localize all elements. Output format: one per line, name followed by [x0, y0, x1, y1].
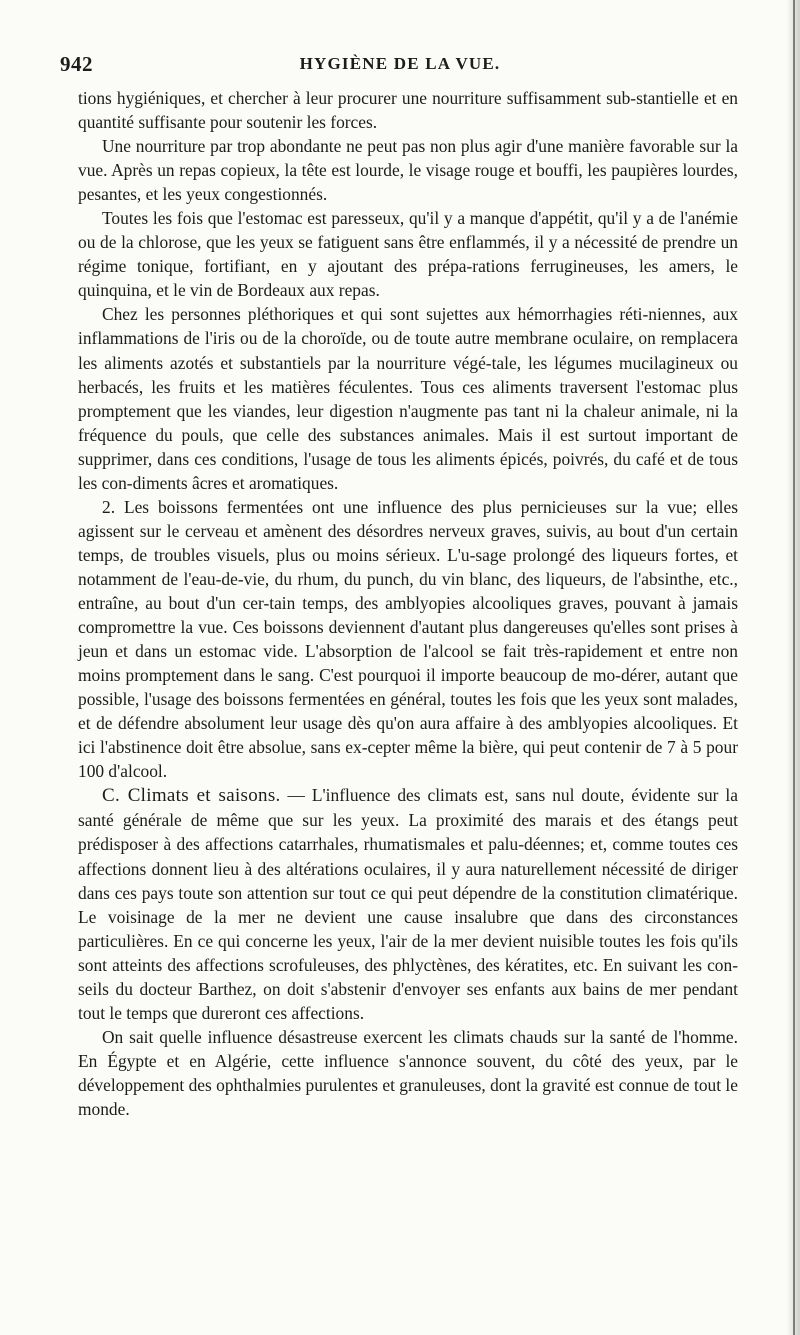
paragraph-2: [78, 134, 738, 206]
paragraph-text: tions hygiéniques, et chercher à leur procurer une nourriture suffisamment sub-stantielle et en quantité suffisante pour soutenir les forces.: [78, 88, 738, 133]
paragraph-6: [78, 783, 738, 1024]
section-heading: C. Climats et saisons.: [102, 785, 281, 807]
paragraph-3: [78, 206, 738, 302]
paragraph-4: [78, 302, 738, 494]
paragraph-text: — L'influence des climats est, sans nul doute, évidente sur la santé générale de même que sur les yeux. La proximité des marais et des étangs peut prédisposer à des affections catarrhales, rhumatismales et palu-déennes; et, comme toutes ces affections donnent lieu à des altérations oculaires, il y aura naturellement nécessité de diriger dans ces pays toute son attention sur tout ce qui peut dépendre de la constitution climatérique. Le voisinage de la mer ne devient une cause insalubre que dans des circonstances particulières. En ce qui concerne les yeux, l'air de la mer devient nuisible toutes les fois qu'ils sont atteints des affections scrofuleuses, des phlyctènes, des kératites, etc. En suivant les con-seils du docteur Barthez, on doit s'abstenir d'envoyer ses enfants aux bains de mer pendant tout le temps que dureront ces affections.: [78, 785, 738, 1023]
paragraph-text: Chez les personnes pléthoriques et qui sont sujettes aux hémorrhagies réti-niennes, aux inflammations de l'iris ou de la choroïde, ou de toute autre membrane oculaire, on remplacera les aliments azotés et substantiels par la nourriture végé-tale, les légumes mucilagineux ou herbacés, les fruits et les matières féculentes. Tous ces aliments traversent l'estomac plus promptement que les viandes, leur digestion n'augmente pas tant ni la chaleur animale, ni la fréquence du pouls, que celle des substances animales. Mais il est surtout important de supprimer, dans ces conditions, l'usage de tous les aliments épicés, poivrés, du café et de tous les con-diments âcres et aromatiques.: [78, 304, 738, 493]
body-text: [78, 86, 738, 1121]
page-header: [60, 52, 740, 78]
paragraph-text: On sait quelle influence désastreuse exercent les climats chauds sur la santé de l'homme. En Égypte et en Algérie, cette influence s'annonce souvent, du côté des yeux, par le développement des ophthalmies purulentes et granuleuses, dont la gravité est connue de tout le monde.: [78, 1026, 738, 1119]
paragraph-text: 2. Les boissons fermentées ont une influence des plus pernicieuses sur la vue; elles agissent sur le cerveau et amènent des désordres nerveux graves, suivis, au bout d'un certain temps, de troubles visuels, plus ou moins sérieux. L'u-sage prolongé des liqueurs fortes, et notamment de l'eau-de-vie, du rhum, du punch, du vin blanc, des liqueurs, de l'absinthe, etc., entraîne, au bout d'un cer-tain temps, des amblyopies alcooliques graves, pouvant à jamais compromettre la vue. Ces boissons deviennent d'autant plus dangereuses qu'elles sont prises à jeun et dans un estomac vide. L'absorption de l'alcool se fait très-rapidement et entre non moins promptement dans le sang. C'est pourquoi il importe beaucoup de mo-dérer, autant que possible, l'usage des boissons fermentées en général, toutes les fois que les yeux sont malades, et de défendre absolument leur usage dès qu'on aura affaire à des amblyopies alcooliques. Et ici l'abstinence doit être absolue, sans ex-cepter même la bière, qui peut contenir de 7 à 5 pour 100 d'alcool.: [78, 496, 738, 782]
paragraph-5: [78, 495, 738, 784]
paragraph-7: [78, 1025, 738, 1121]
paragraph-text: Toutes les fois que l'estomac est paresseux, qu'il y a manque d'appétit, qu'il y a de l'anémie ou de la chlorose, que les yeux se fatiguent sans être enflammés, il y a nécessité de prendre un régime tonique, fortifiant, en y ajoutant des prépa-rations ferrugineuses, les amers, le quinquina, et le vin de Bordeaux aux repas.: [78, 208, 738, 301]
paragraph-1: [78, 86, 738, 134]
page-number: 942: [60, 52, 93, 76]
paragraph-text: Une nourriture par trop abondante ne peut pas non plus agir d'une manière favorable sur la vue. Après un repas copieux, la tête est lourde, le visage rouge et bouffi, les paupières lourdes, pesantes, et les yeux congestionnés.: [78, 136, 738, 205]
page-edge-line: [793, 0, 795, 1335]
running-head: HYGIÈNE DE LA VUE.: [299, 54, 501, 73]
